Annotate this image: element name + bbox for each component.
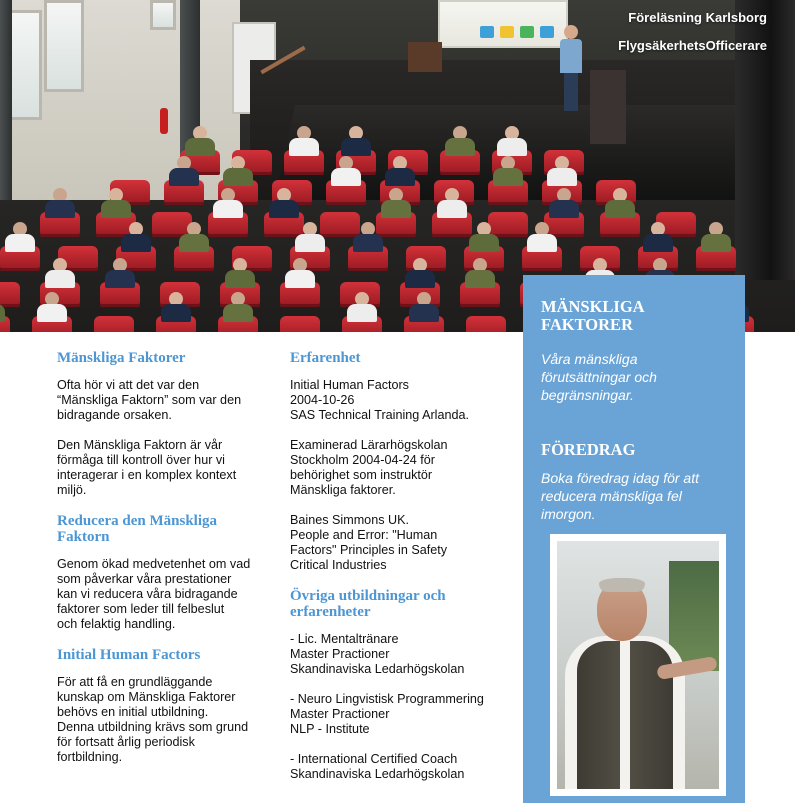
audience-member [701, 222, 731, 252]
piano [408, 42, 442, 72]
hall-window [150, 0, 176, 30]
audience-member [45, 258, 75, 288]
audience-member [45, 188, 75, 218]
hall-window [44, 0, 84, 92]
audience-member [331, 156, 361, 186]
audience-member [381, 188, 411, 218]
screen-graphic [480, 26, 494, 38]
audience-member [101, 188, 131, 218]
audience-member [295, 222, 325, 252]
screen-graphic [540, 26, 554, 38]
audience-member [5, 222, 35, 252]
section-paragraph: För att få en grundläggande kunskap om Mänskliga Faktorer behövs en initial utbildning. Denna utbildning krävs som grund för fortsatt årlig periodisk fortbildning. [57, 675, 249, 764]
audience-member [341, 126, 371, 156]
audience-member [213, 188, 243, 218]
audience-member [223, 156, 253, 186]
audience-member [105, 258, 135, 288]
audience-member [493, 156, 523, 186]
section-heading: Reducera den Mänskliga Faktorn [57, 513, 218, 545]
sidebar-text: Boka föredrag idag för att reducera mänskliga fel imorgon. [541, 470, 699, 522]
audience-member [469, 222, 499, 252]
audience-member [289, 126, 319, 156]
section-paragraph: - Neuro Lingvistisk Programmering Master Practioner NLP - Institute [290, 692, 484, 736]
audience-member [285, 258, 315, 288]
pillar [0, 0, 12, 200]
audience-member [223, 292, 253, 322]
audience-member [549, 188, 579, 218]
projection-screen [438, 0, 568, 48]
audience-member [385, 156, 415, 186]
audience-member [409, 292, 439, 322]
audience-member [179, 222, 209, 252]
sidebar-title: MÄNSKLIGA FAKTORER [541, 297, 645, 334]
sidebar-text: Våra mänskliga förutsättningar och begränsningar. [541, 351, 657, 403]
podium [590, 70, 626, 144]
auditorium-seat [94, 316, 134, 332]
audience-member [185, 126, 215, 156]
section-paragraph: Examinerad Lärarhögskolan Stockholm 2004-04-24 för behörighet som instruktör Mänskliga faktorer. [290, 438, 448, 497]
section-paragraph: Den Mänskliga Faktorn är vår förmåga till kontroll över hur vi interagerar i en komplex kontext miljö. [57, 438, 237, 497]
section-paragraph: - Lic. Mentaltränare Master Practioner Skandinaviska Ledarhögskolan [290, 632, 465, 676]
audience-member [445, 126, 475, 156]
audience-member [37, 292, 67, 322]
audience-member [269, 188, 299, 218]
sidebar-box [523, 275, 745, 803]
audience-member [353, 222, 383, 252]
audience-member [643, 222, 673, 252]
audience-member [437, 188, 467, 218]
section-heading: Erfarenhet [290, 350, 361, 366]
screen-graphic [520, 26, 534, 38]
audience-member [465, 258, 495, 288]
section-heading: Initial Human Factors [57, 647, 201, 663]
section-paragraph: Initial Human Factors 2004-10-26 SAS Technical Training Arlanda. [290, 378, 469, 422]
audience-member [0, 292, 5, 322]
hero-caption-line1: Föreläsning Karlsborg [628, 10, 767, 25]
speaker-portrait [550, 534, 726, 796]
section-paragraph: - International Certified Coach Skandinaviska Ledarhögskolan [290, 752, 465, 781]
audience-member [225, 258, 255, 288]
screen-graphic [500, 26, 514, 38]
auditorium-seat [280, 316, 320, 332]
section-paragraph: Ofta hör vi att det var den “Mänskliga Faktorn” som var den bidragande orsaken. [57, 378, 242, 422]
section-paragraph: Genom ökad medvetenhet om vad som påverkar våra prestationer kan vi reducera våra bidragande faktorer som leder till felbeslut och felaktig handling. [57, 557, 251, 631]
section-paragraph: Baines Simmons UK. People and Error: "Human Factors" Principles in Safety Critical Industries [290, 513, 448, 572]
audience-member [605, 188, 635, 218]
audience-member [547, 156, 577, 186]
section-heading: Övriga utbildningar och erfarenheter [290, 588, 446, 620]
auditorium-seat [466, 316, 506, 332]
left-column [57, 350, 275, 780]
audience-member [497, 126, 527, 156]
audience-member [121, 222, 151, 252]
fire-extinguisher [160, 108, 168, 134]
audience-member [527, 222, 557, 252]
section-heading: Mänskliga Faktorer [57, 350, 186, 366]
audience-member [161, 292, 191, 322]
audience-member [169, 156, 199, 186]
audience-member [347, 292, 377, 322]
middle-column [290, 350, 512, 797]
speaker-figure [560, 25, 582, 115]
hero-caption-line2: FlygsäkerhetsOfficerare [618, 38, 767, 53]
sidebar-title: FÖREDRAG [541, 440, 636, 459]
audience-member [405, 258, 435, 288]
